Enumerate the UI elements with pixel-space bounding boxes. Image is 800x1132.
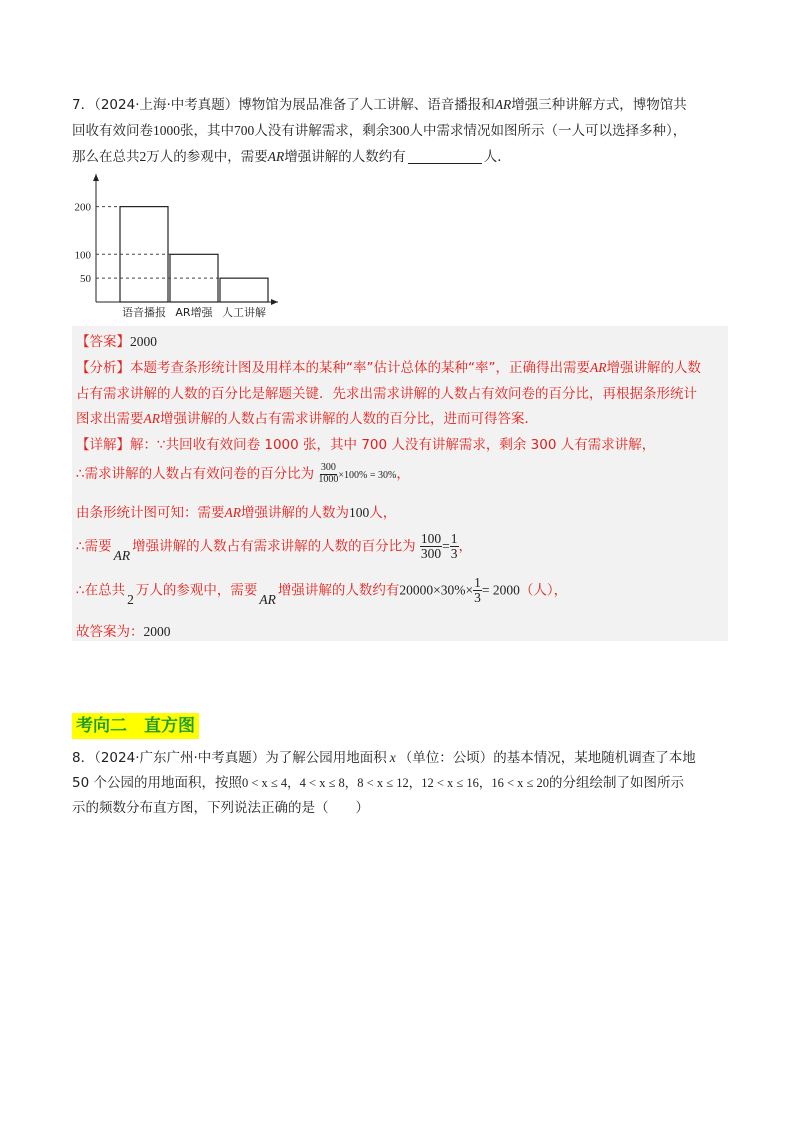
answer-box — [72, 326, 728, 641]
x-category-label: AR增强 — [175, 306, 213, 319]
final-answer-line: 故答案为：2000 — [76, 624, 171, 640]
analysis-line-3: 图求出需要AR增强讲解的人数占有需求讲解的人数的百分比，进而可得答案． — [76, 411, 538, 427]
detail-line-2: ∴需求讲解的人数占有效问卷的百分比为 $\frac{300}{1000}$ ×100% = 30%， — [76, 462, 410, 485]
fraction-300-1000: $\frac{300}{1000}$ — [318, 462, 339, 485]
y-axis-arrow — [93, 174, 99, 181]
fraction-1-3: $\frac{1}{3}$ — [450, 531, 458, 562]
y-tick-label: 200 — [74, 201, 91, 214]
q7-line-3: 那么在总共2万人的参观中，需要AR增强讲解的人数约有 人． — [72, 149, 511, 165]
fraction-1-3-b: $\frac{1}{3}$ — [474, 575, 481, 606]
answer-blank[interactable] — [408, 149, 482, 164]
y-tick-label: 100 — [74, 249, 91, 262]
y-tick-label: 50 — [80, 273, 91, 286]
x-axis-arrow — [271, 299, 278, 305]
x-category-label: 人工讲解 — [222, 306, 266, 319]
q8-line-3: 示的频数分布直方图，下列说法正确的是（ ） — [72, 800, 369, 816]
q8-line-1: 8．（2024·广东广州·中考真题）为了解公园用地面积 x （单位：公顷）的基本情况，某地随机调查了本地 — [72, 750, 696, 766]
detail-line-3: 由条形统计图可知：需要AR增强讲解的人数为100人， — [76, 505, 397, 521]
q8-line-2: 50 个公园的用地面积，按照0 < x ≤ 4，4 < x ≤ 8，8 < x ≤ 12，12 < x ≤ 16，16 < x ≤ 20的分组绘制了如图所示 — [72, 775, 685, 791]
answer-line: 【答案】2000 — [76, 334, 157, 350]
detail-line-4: ∴需要AR增强讲解的人数占有需求讲解的人数的百分比为 $\frac{100}{300}$ = $\frac{1}{3}$ ， — [76, 531, 473, 563]
fraction-100-300: $\frac{100}{300}$ — [420, 531, 442, 562]
bar-chart — [68, 168, 288, 324]
x-category-label: 语音播报 — [122, 306, 166, 319]
question-8 — [72, 745, 732, 821]
q7-line-1: 7．（2024·上海·中考真题）博物馆为展品准备了人工讲解、语音播报和AR增强三种讲解方式，博物馆共 — [72, 97, 687, 113]
section-heading: 考向二 直方图 — [72, 713, 199, 739]
question-7 — [72, 92, 732, 170]
analysis-line-1: 【分析】本题考查条形统计图及用样本的某种“率”估计总体的某种“率”，正确得出需要AR增强讲解的人数 — [76, 360, 701, 376]
bar-3 — [220, 278, 268, 302]
analysis-line-2: 占有需求讲解的人数的百分比是解题关键．先求出需求讲解的人数占有效问卷的百分比，再根据条形统计 — [76, 386, 697, 402]
detail-line-1: 【详解】解：∵共回收有效问卷 1000 张，其中 700 人没有讲解需求，剩余 300 人有需求讲解， — [76, 437, 656, 453]
detail-line-5: ∴在总共2万人的参观中，需要AR增强讲解的人数约有20000×30%× $\frac{1}{3}$ = 2000（人）， — [76, 575, 568, 607]
q7-line-2: 回收有效问卷1000张，其中700人没有讲解需求，剩余300人中需求情况如图所示（一人可以选择多种）， — [72, 123, 687, 139]
